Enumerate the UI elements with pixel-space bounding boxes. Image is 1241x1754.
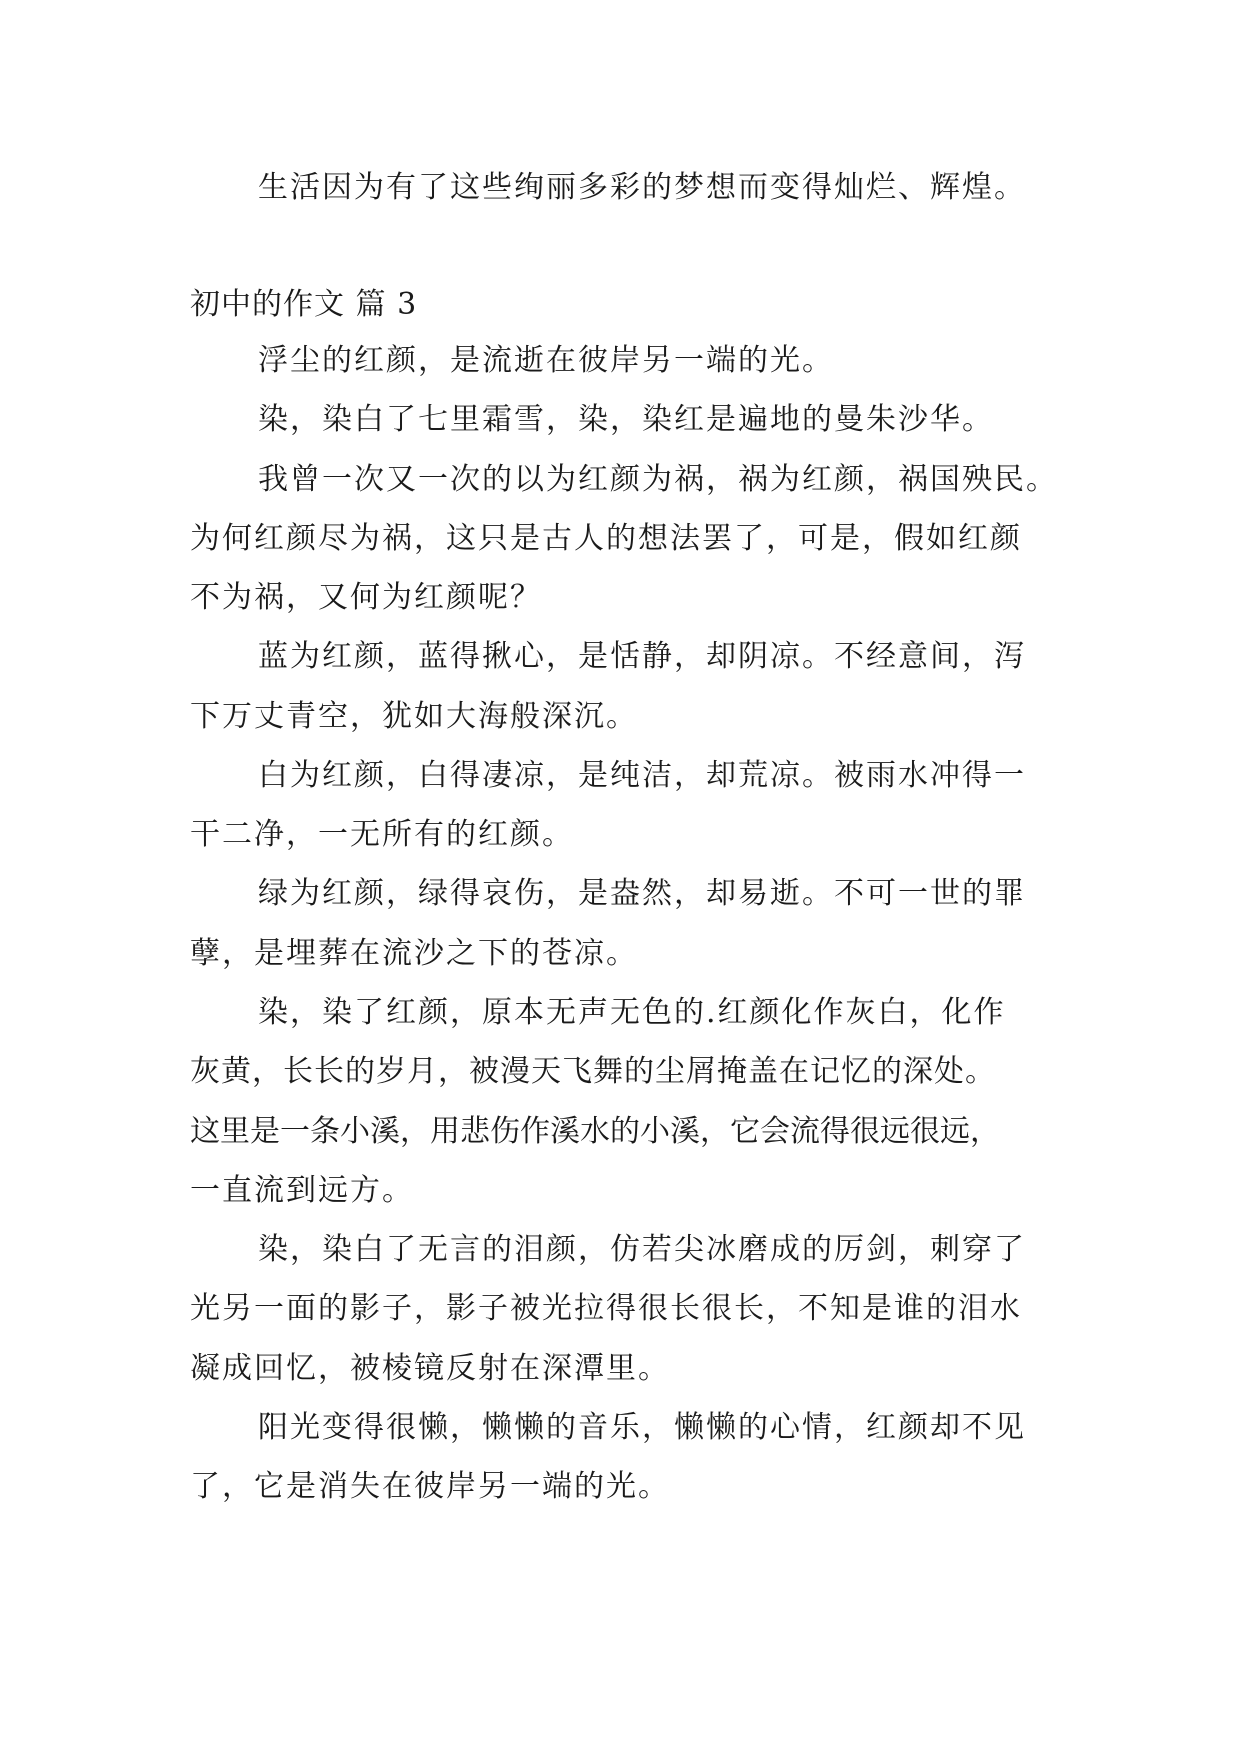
paragraph-line: 蓝为红颜，蓝得揪心，是恬静，却阴凉。不经意间，泻 xyxy=(258,639,1026,674)
paragraph-line: 染，染白了七里霜雪，染，染红是遍地的曼朱沙华。 xyxy=(258,402,994,437)
paragraph-line: 光另一面的影子，影子被光拉得很长很长，不知是谁的泪水 xyxy=(190,1291,1022,1326)
paragraph-line: 灰黄，长长的岁月，被漫天飞舞的尘屑掩盖在记忆的深处。 xyxy=(190,1054,996,1089)
paragraph-line: 白为红颜，白得凄凉，是纯洁，却荒凉。被雨水冲得一 xyxy=(258,758,1026,793)
paragraph-line: 一直流到远方。 xyxy=(190,1173,414,1208)
section-title: 初中的作文 篇 3 xyxy=(190,287,418,322)
paragraph-line: 了，它是消失在彼岸另一端的光。 xyxy=(190,1469,670,1504)
paragraph-line: 这里是一条小溪，用悲伤作溪水的小溪，它会流得很远很远， xyxy=(190,1114,1000,1149)
paragraph-line: 染，染白了无言的泪颜，仿若尖冰磨成的厉剑，刺穿了 xyxy=(258,1232,1026,1267)
paragraph-line: 下万丈青空，犹如大海般深沉。 xyxy=(190,699,638,734)
paragraph-line: 染，染了红颜，原本无声无色的.红颜化作灰白，化作 xyxy=(258,995,1006,1030)
paragraph-line: 阳光变得很懒，懒懒的音乐，懒懒的心情，红颜却不见 xyxy=(258,1410,1026,1445)
paragraph-line: 凝成回忆，被棱镜反射在深潭里。 xyxy=(190,1351,670,1386)
paragraph-line: 不为祸，又何为红颜呢？ xyxy=(190,580,542,615)
intro-line: 生活因为有了这些绚丽多彩的梦想而变得灿烂、辉煌。 xyxy=(258,170,1026,205)
paragraph-line: 干二净，一无所有的红颜。 xyxy=(190,817,574,852)
paragraph-line: 为何红颜尽为祸，这只是古人的想法罢了，可是，假如红颜 xyxy=(190,521,1022,556)
paragraph-line: 我曾一次又一次的以为红颜为祸，祸为红颜，祸国殃民。 xyxy=(258,462,1058,497)
paragraph-line: 绿为红颜，绿得哀伤，是盎然，却易逝。不可一世的罪 xyxy=(258,876,1026,911)
paragraph-line: 浮尘的红颜，是流逝在彼岸另一端的光。 xyxy=(258,343,834,378)
paragraph-line: 孽，是埋葬在流沙之下的苍凉。 xyxy=(190,936,638,971)
